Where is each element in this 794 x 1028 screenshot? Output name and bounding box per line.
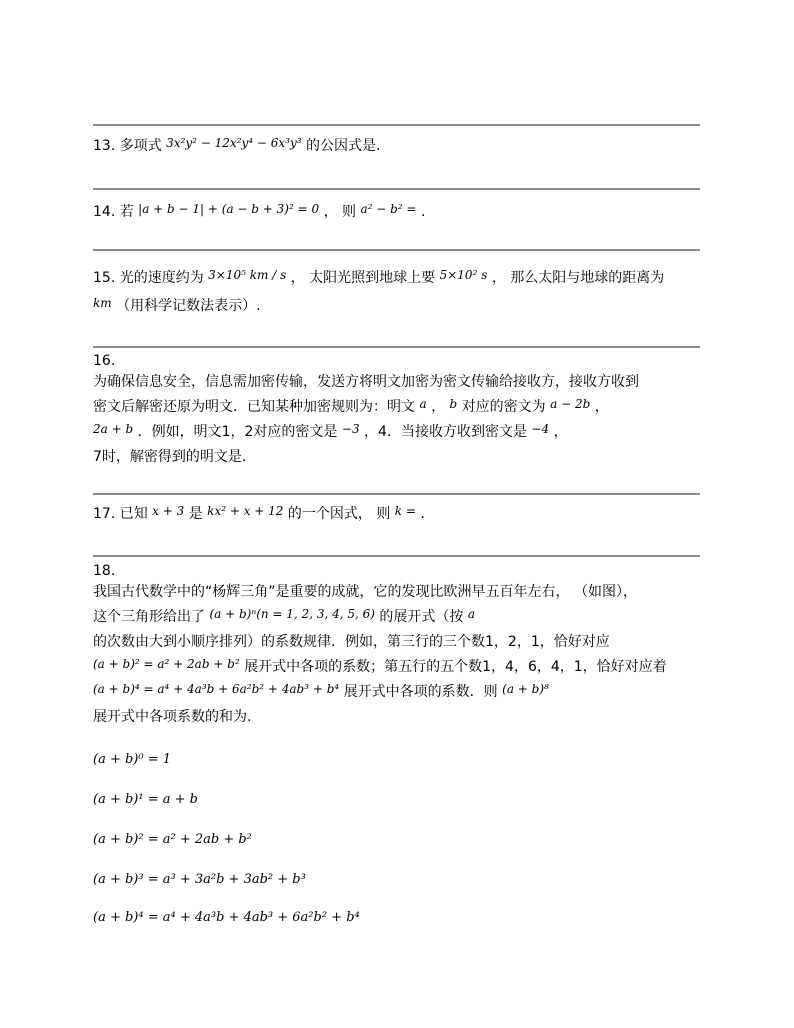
math-expression: 3x²y² − 12x²y⁴ − 6x³y³ (166, 136, 302, 150)
math-expression: (a + b)⁴ = a⁴ + 4a³b + 6a²b² + 4ab³ + b⁴ (93, 682, 340, 696)
separator-rule (93, 188, 700, 190)
question-18: 18. 我国古代数学中的“杨辉三角”是重要的成就，它的发现比欧洲早五百年左右， （如图）， 这个三角形给出了 (a + b)ⁿ(n = 1, 2, 3, 4, 5, 6) 的展开式（按 a 的次数由大到小顺序排列）的系数规律．例如，第三行的三个数1，2，1，恰好对应 (a + b)² = a² + 2ab + b² 展开式中各项的系数；第五行的五个数1，4，6，4，1，恰好对应着 (a + b)⁴ = a⁴ + 4a³b + 6a²b² + 4ab³ + b⁴ 展开式中各项的系数．则 (a + b)⁸ 展开式中各项系数的和为. (93, 563, 667, 725)
math-expression: a² − b² = (360, 202, 417, 216)
triangle-row: (a + b)³ = a³ + 3a²b + 3ab² + b³ (93, 872, 306, 887)
separator-rule (93, 249, 700, 251)
math-expression: a (467, 607, 475, 621)
math-expression: kx² + x + 12 (207, 504, 284, 518)
separator-rule (93, 555, 700, 557)
math-expression: 3×10⁵ km / s (208, 268, 287, 282)
question-13: 13. 多项式 3x²y² − 12x²y⁴ − 6x³y³ 的公因式是. (93, 136, 381, 154)
question-number: 14. (93, 204, 116, 220)
math-expression: |a + b − 1| + (a − b + 3)² = 0 (138, 202, 320, 216)
question-number: 13. (93, 138, 116, 154)
math-expression: b (449, 397, 458, 411)
math-expression: 2a + b (93, 422, 134, 436)
separator-rule (93, 346, 700, 348)
triangle-row: (a + b)¹ = a + b (93, 792, 198, 807)
triangle-row: (a + b)² = a² + 2ab + b² (93, 832, 252, 847)
math-expression: x + 3 (152, 504, 185, 518)
question-number: 17. (93, 506, 116, 522)
question-17: 17. 已知 x + 3 是 kx² + x + 12 的一个因式， 则 k = . (93, 504, 425, 522)
question-number: 18. (93, 563, 116, 579)
math-expression: 5×10² s (439, 268, 488, 282)
separator-rule (93, 493, 700, 495)
math-expression: −4 (531, 422, 550, 436)
triangle-row: (a + b)⁰ = 1 (93, 752, 172, 767)
math-expression: (a + b)⁸ (502, 682, 549, 696)
question-15: 15. 光的速度约为 3×10⁵ km / s ， 太阳光照到地球上要 5×10² s ， 那么太阳与地球的距离为 km （用科学记数法表示）. (93, 268, 665, 314)
question-number: 16. (93, 353, 116, 369)
math-expression: (a + b)² = a² + 2ab + b² (93, 657, 240, 671)
question-14: 14. 若 |a + b − 1| + (a − b + 3)² = 0 ， 则 a² − b² = . (93, 202, 426, 220)
math-expression: (a + b)ⁿ(n = 1, 2, 3, 4, 5, 6) (209, 607, 375, 621)
question-16: 16. 为确保信息安全，信息需加密传输，发送方将明文加密为密文传输给接收方，接收方收到 密文后解密还原为明文．已知某种加密规则为：明文 a ， b 对应的密文为 a − 2b ， 2a + b ．例如，明文1，2对应的密文是 −3 ，4．当接收方收到密文是 −4 ， 7时，解密得到的明文是. (93, 353, 639, 465)
question-number: 15. (93, 270, 116, 286)
math-expression: km (93, 296, 112, 310)
math-expression: −3 (341, 422, 360, 436)
math-expression: k = (394, 504, 416, 518)
triangle-row: (a + b)⁴ = a⁴ + 4a³b + 4ab³ + 6a²b² + b⁴ (93, 910, 360, 925)
math-expression: a (419, 397, 427, 411)
separator-rule (93, 124, 700, 126)
math-expression: a − 2b (550, 397, 591, 411)
